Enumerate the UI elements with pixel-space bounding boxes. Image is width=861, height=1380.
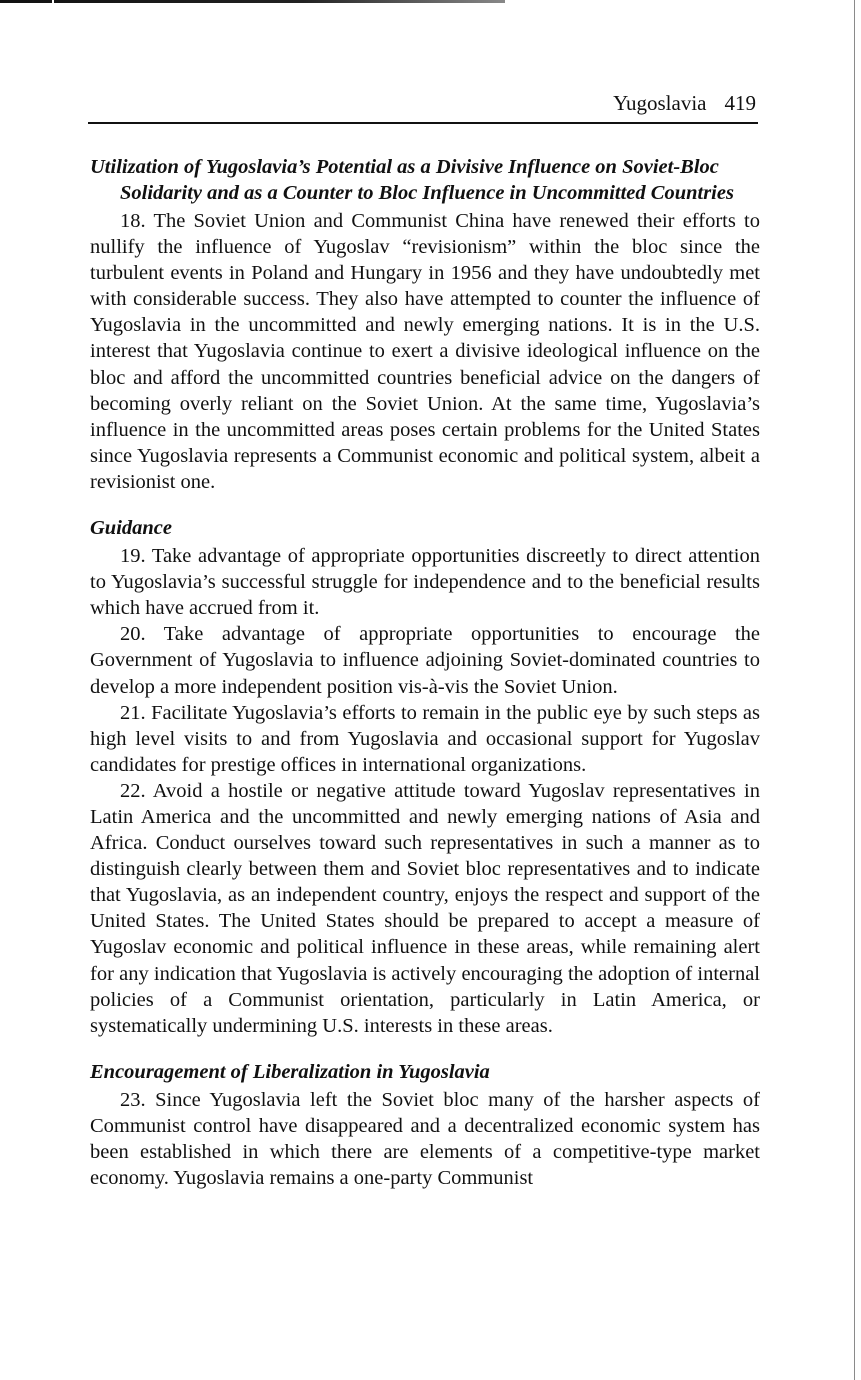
paragraph-21: 21. Facilitate Yugoslavia’s efforts to remain in the public eye by such steps as high level visits to and from Yugoslavia and occasional support for Yugoslav candidates for prestige offices in international organizations. [90,701,760,776]
running-head-title: Yugoslavia [613,91,707,115]
paragraph-19: 19. Take advantage of appropriate opportunities discreetly to direct attention to Yugoslavia’s successful struggle for independence and to the beneficial results which have accrued from it. [90,545,760,620]
section-heading-utilization: Utilization of Yugoslavia’s Potential as a Divisive Influence on Soviet-Bloc Solidarity and as a Counter to Bloc Influence in Uncommitted Countries [90,156,734,204]
paragraph-20: 20. Take advantage of appropriate opportunities to encourage the Government of Yugoslavia to influence adjoining Soviet-dominated countries to develop a more independent position vis-à-vis the Soviet Union. [90,623,760,698]
paragraph-18: 18. The Soviet Union and Communist China have renewed their efforts to nullify the influence of Yugoslav “revisionism” within the bloc since the turbulent events in Poland and Hungary in 1956 and they have undoubtedly met with considerable success. They also have attempted to counter the influence of Yugoslavia in the uncommitted and newly emerging nations. It is in the U.S. interest that Yugoslavia continue to exert a divisive ideological influence on the bloc and afford the uncommitted countries beneficial advice on the dangers of becoming overly reliant on the Soviet Union. At the same time, Yugoslavia’s influence in the uncommitted areas poses certain problems for the United States since Yugoslavia represents a Communist economic and political system, albeit a revisionist one. [90,210,760,493]
page-body [90,154,760,1191]
running-head [88,88,758,124]
page-number: 419 [724,91,756,115]
section-heading-liberalization: Encouragement of Liberalization in Yugoslavia [90,1060,490,1083]
section-heading-guidance: Guidance [90,517,172,540]
scan-edge-right [854,0,855,1380]
paragraph-22: 22. Avoid a hostile or negative attitude toward Yugoslav representatives in Latin America and the uncommitted and newly emerging nations of Asia and Africa. Conduct ourselves toward such representatives in such a manner as to distinguish clearly between them and Soviet bloc representatives and to indicate that Yugoslavia, as an independent country, enjoys the respect and support of the United States. The United States should be prepared to accept a measure of Yugoslav economic and political influence in these areas, while remaining alert for any indication that Yugoslavia is actively encouraging the adoption of internal policies of a Communist orientation, particularly in Latin America, or systematically undermining U.S. interests in these areas. [90,779,760,1037]
paragraph-23: 23. Since Yugoslavia left the Soviet bloc many of the harsher aspects of Communist control have disappeared and a decentralized economic system has been established in which there are elements of a competitive-type market economy. Yugoslavia remains a one-party Communist [90,1088,760,1190]
scan-edge-top [0,0,505,3]
